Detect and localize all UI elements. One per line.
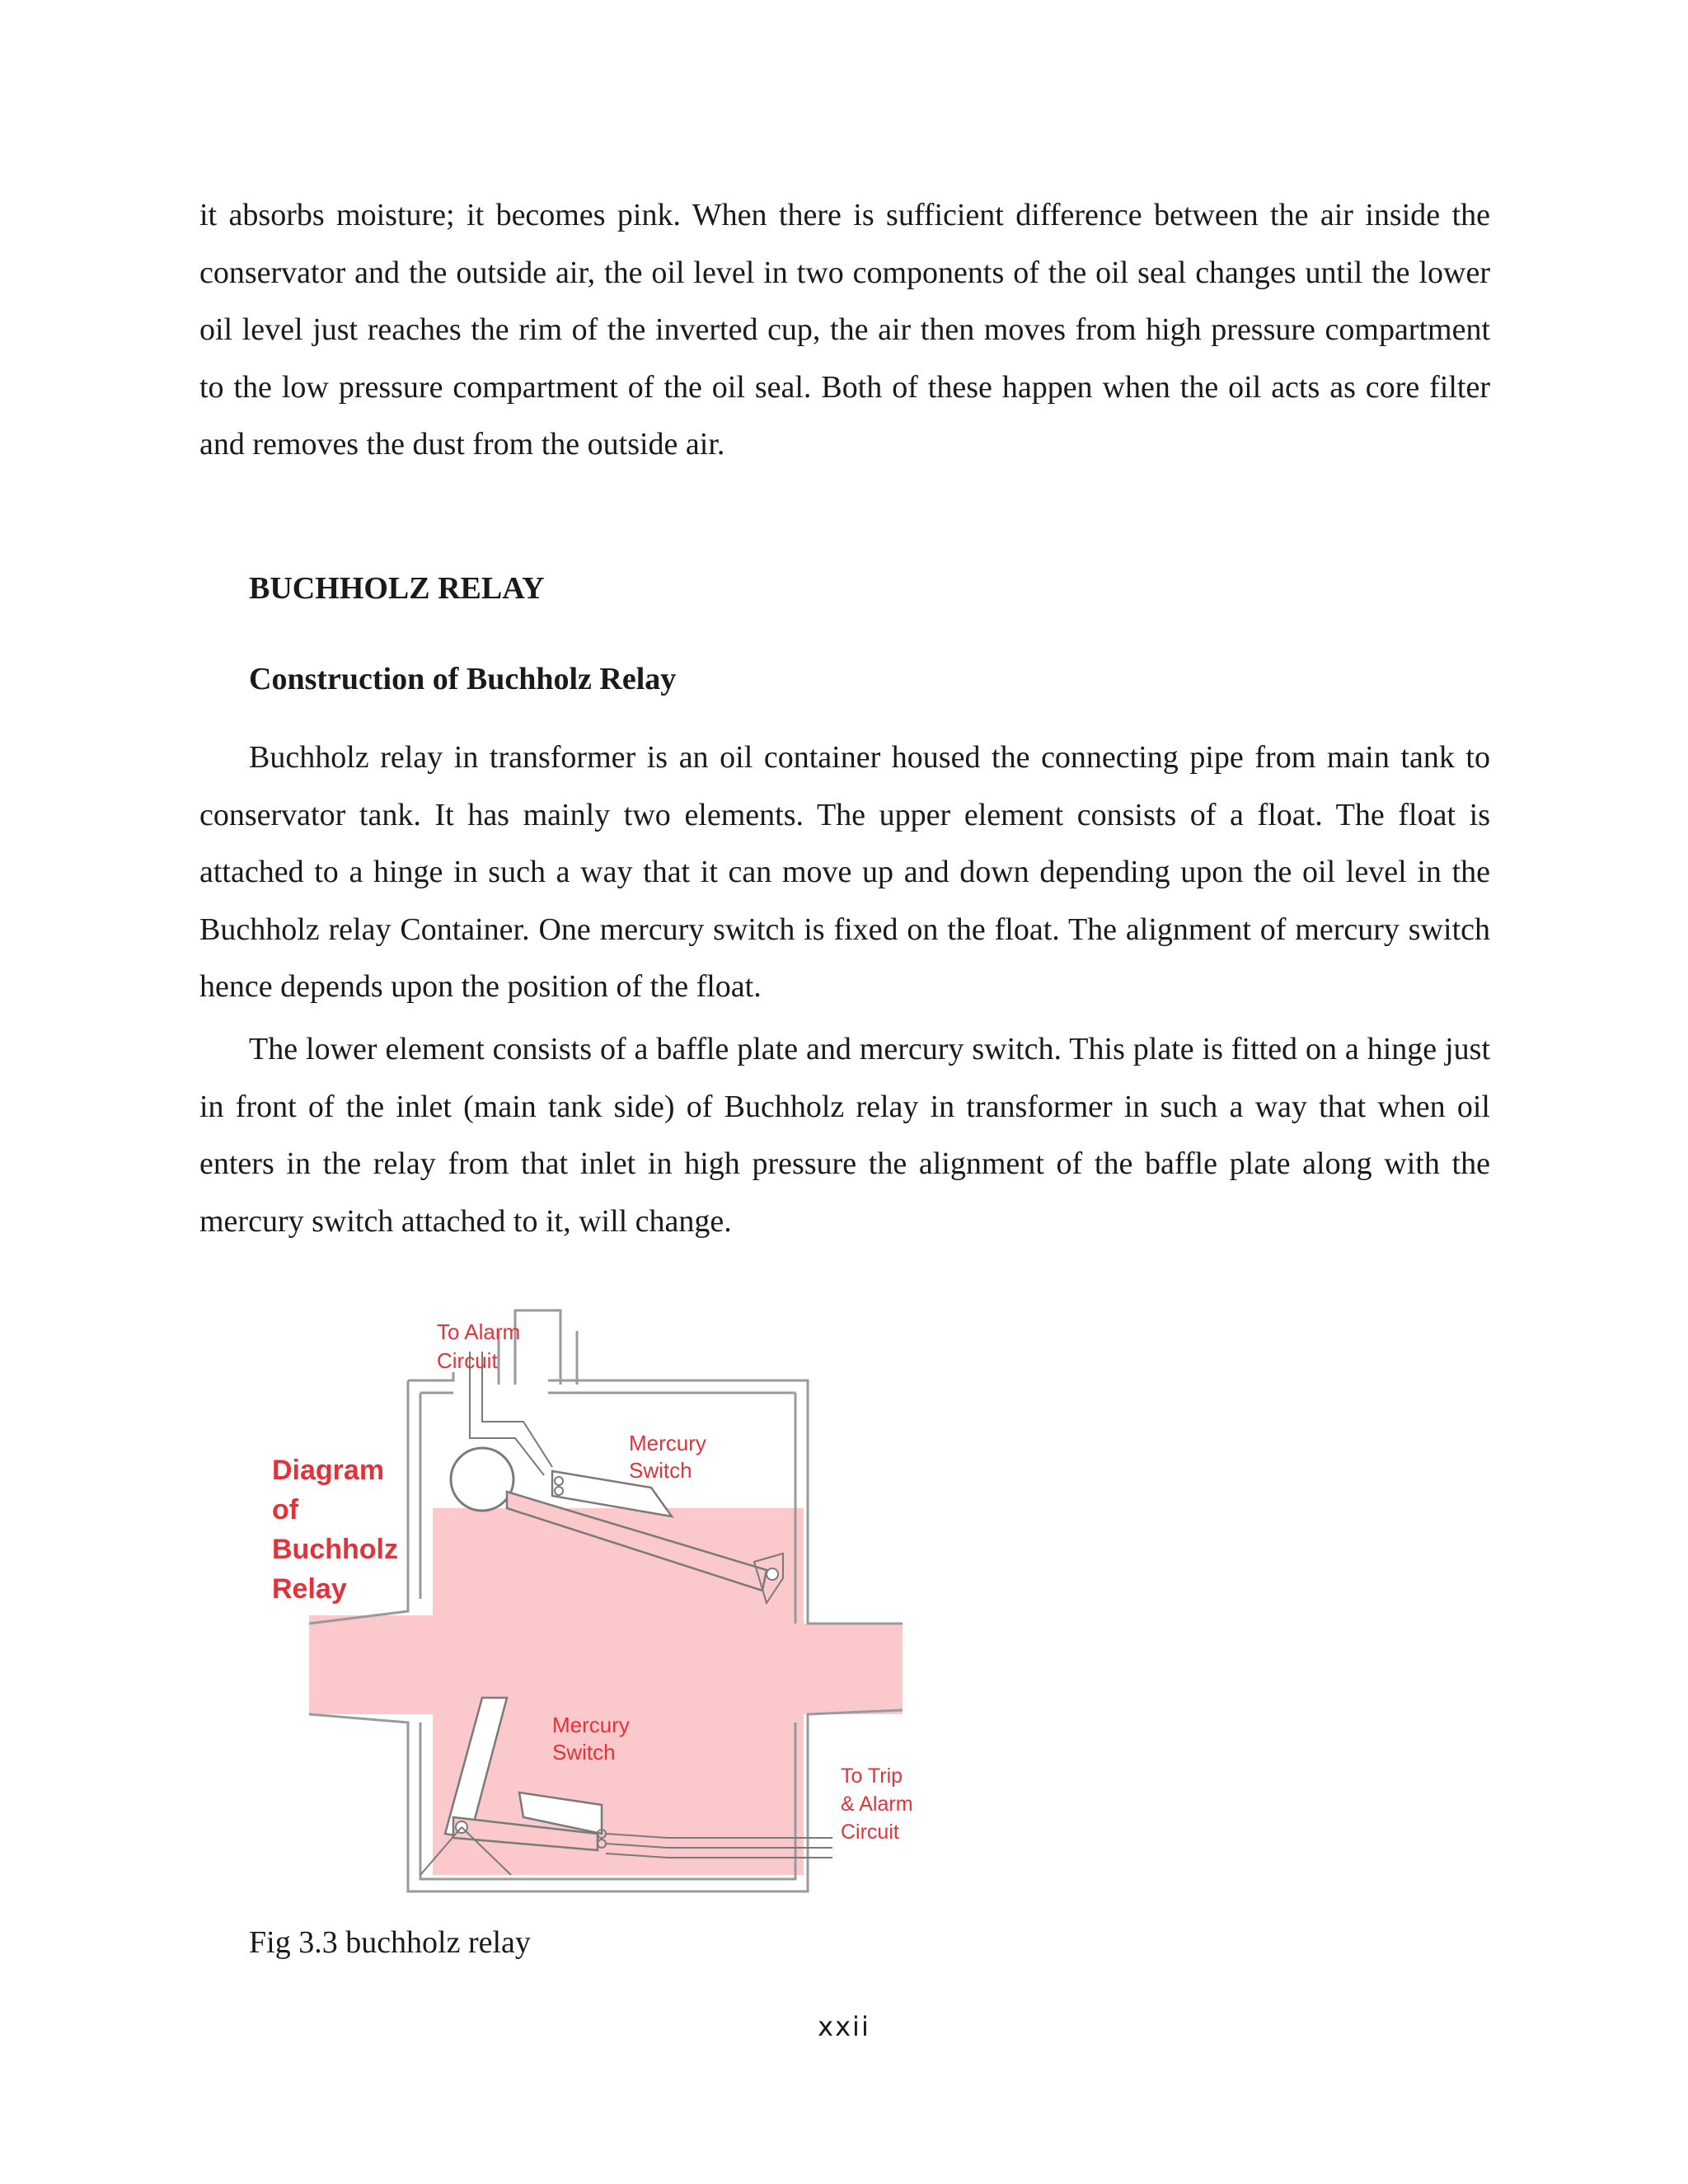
paragraph-construction: Buchholz relay in transformer is an oil container housed the connecting pipe from main tank to conservator tank. It has mainly two elements. The upper element consists of a float. The float is attached to a hinge in such a way that it can move up and down depending upon the oil level in the Buchholz relay Container. One mercury switch is fixed on the float. The alignment of mercury switch hence depends upon the position of the float. bbox=[199, 740, 1490, 1004]
upper-hinge-icon bbox=[767, 1568, 778, 1580]
subsection-heading: Construction of Buchholz Relay bbox=[249, 662, 677, 696]
trip-circuit-label: & Alarm bbox=[841, 1793, 913, 1816]
alarm-circuit-label: To Alarm bbox=[437, 1319, 521, 1344]
page-number: xxii bbox=[818, 2011, 870, 2042]
figure-title-line: Buchholz bbox=[272, 1534, 398, 1565]
buchholz-relay-diagram bbox=[272, 1306, 923, 1900]
float bbox=[451, 1448, 513, 1511]
figure-title-line: of bbox=[272, 1494, 299, 1526]
upper-switch-label: Mercury bbox=[629, 1431, 706, 1455]
figure-title-line: Diagram bbox=[272, 1455, 385, 1486]
trip-circuit-label: To Trip bbox=[841, 1765, 903, 1788]
section-heading: BUCHHOLZ RELAY bbox=[249, 571, 545, 606]
upper-switch-label: Switch bbox=[629, 1458, 692, 1483]
oil-fill bbox=[309, 1508, 903, 1875]
paragraph-continuation: it absorbs moisture; it becomes pink. When there is sufficient difference between the air inside the conservator and the outside air, the oil level in two components of the oil seal changes until the lower oil level just reaches the rim of the inverted cup, the air then moves from high pressure compartment to the low pressure compartment of the oil seal. Both of these happen when the oil acts as core filter and removes the dust from the outside air. bbox=[199, 198, 1490, 462]
lower-switch-label: Switch bbox=[552, 1740, 616, 1765]
alarm-circuit-label: Circuit bbox=[437, 1348, 498, 1373]
figure-caption: Fig 3.3 buchholz relay bbox=[249, 1925, 531, 1960]
figure-title-line: Relay bbox=[272, 1573, 347, 1605]
paragraph-lower-element: The lower element consists of a baffle plate and mercury switch. This plate is fitted on a hinge just in front of the inlet (main tank side) of Buchholz relay in transformer in such a way that when oil enters in the relay from that inlet in high pressure the alignment of the baffle plate along with the mercury switch attached to it, will change. bbox=[199, 1032, 1490, 1239]
lower-switch-label: Mercury bbox=[552, 1713, 630, 1737]
trip-circuit-label: Circuit bbox=[841, 1821, 899, 1844]
